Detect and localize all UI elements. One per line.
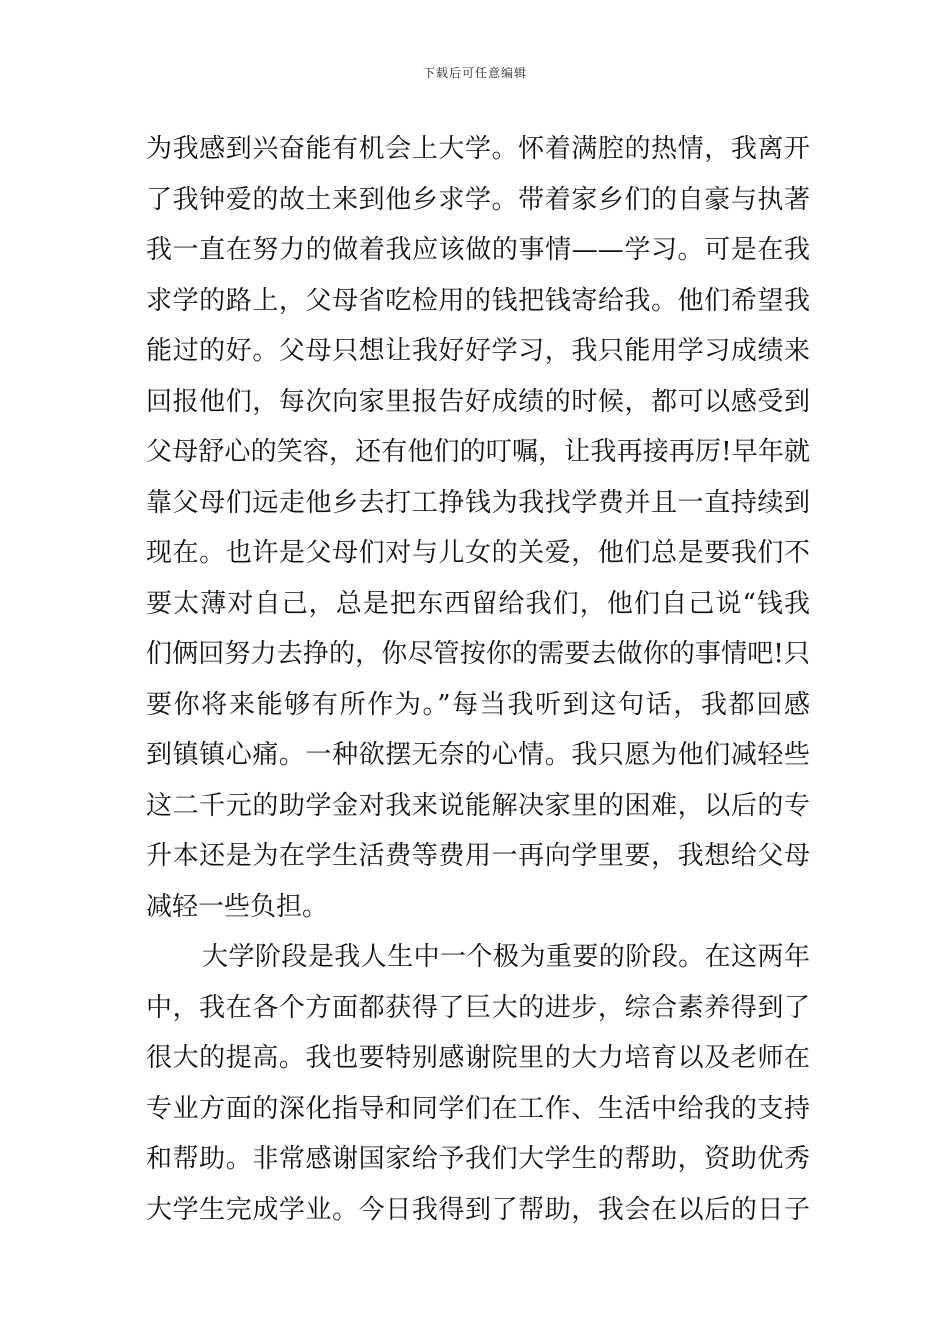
text-line: 回报他们，每次向家里报告好成绩的时候，都可以感受到 xyxy=(146,386,810,417)
text-line: 这二千元的助学金对我来说能解决家里的困难，以后的专 xyxy=(146,790,810,821)
header-note: 下载后可任意编辑 xyxy=(422,66,527,80)
text-line: 们俩回努力去挣的，你尽管按你的需要去做你的事情吧!只 xyxy=(146,639,810,669)
text-line: 我一直在努力的做着我应该做的事情——学习。可是在我 xyxy=(146,235,810,265)
text-line: 求学的路上，父母省吃检用的钱把钱寄给我。他们希望我 xyxy=(146,285,810,316)
text-line: 减轻一些负担。 xyxy=(146,891,329,922)
text-line: 要太薄对自己，总是把东西留给我们，他们自己说“钱我 xyxy=(146,588,810,619)
body-text xyxy=(146,124,810,1235)
text-line: 了我钟爱的故土来到他乡求学。带着家乡们的自豪与执著 xyxy=(146,184,810,215)
text-line: 中，我在各个方面都获得了巨大的进步，综合素养得到了 xyxy=(146,992,810,1023)
text-line: 专业方面的深化指导和同学们在工作、生活中给我的支持 xyxy=(146,1093,810,1124)
text-line: 大学生完成学业。今日我得到了帮助，我会在以后的日子 xyxy=(146,1194,810,1225)
text-line: 现在。也许是父母们对与儿女的关爱，他们总是要我们不 xyxy=(146,538,810,568)
text-line: 和帮助。非常感谢国家给予我们大学生的帮助，资助优秀 xyxy=(146,1144,810,1174)
text-line: 要你将来能够有所作为。”每当我听到这句话，我都回感 xyxy=(146,689,810,720)
text-line: 父母舒心的笑容，还有他们的叮嘱，让我再接再厉!早年就 xyxy=(146,437,810,467)
text-line: 升本还是为在学生活费等费用一再向学里要，我想给父母 xyxy=(146,841,810,871)
text-line: 靠父母们远走他乡去打工挣钱为我找学费并且一直持续到 xyxy=(146,487,810,518)
paragraph-first-line: 大学阶段是我人生中一个极为重要的阶段。在这两年 xyxy=(202,942,810,972)
text-line: 到镇镇心痛。一种欲摆无奈的心情。我只愿为他们减轻些 xyxy=(146,740,810,770)
text-line: 很大的提高。我也要特别感谢院里的大力培育以及老师在 xyxy=(146,1043,810,1073)
text-line: 为我感到兴奋能有机会上大学。怀着满腔的热情，我离开 xyxy=(146,134,810,164)
text-line: 能过的好。父母只想让我好好学习，我只能用学习成绩来 xyxy=(146,336,810,366)
